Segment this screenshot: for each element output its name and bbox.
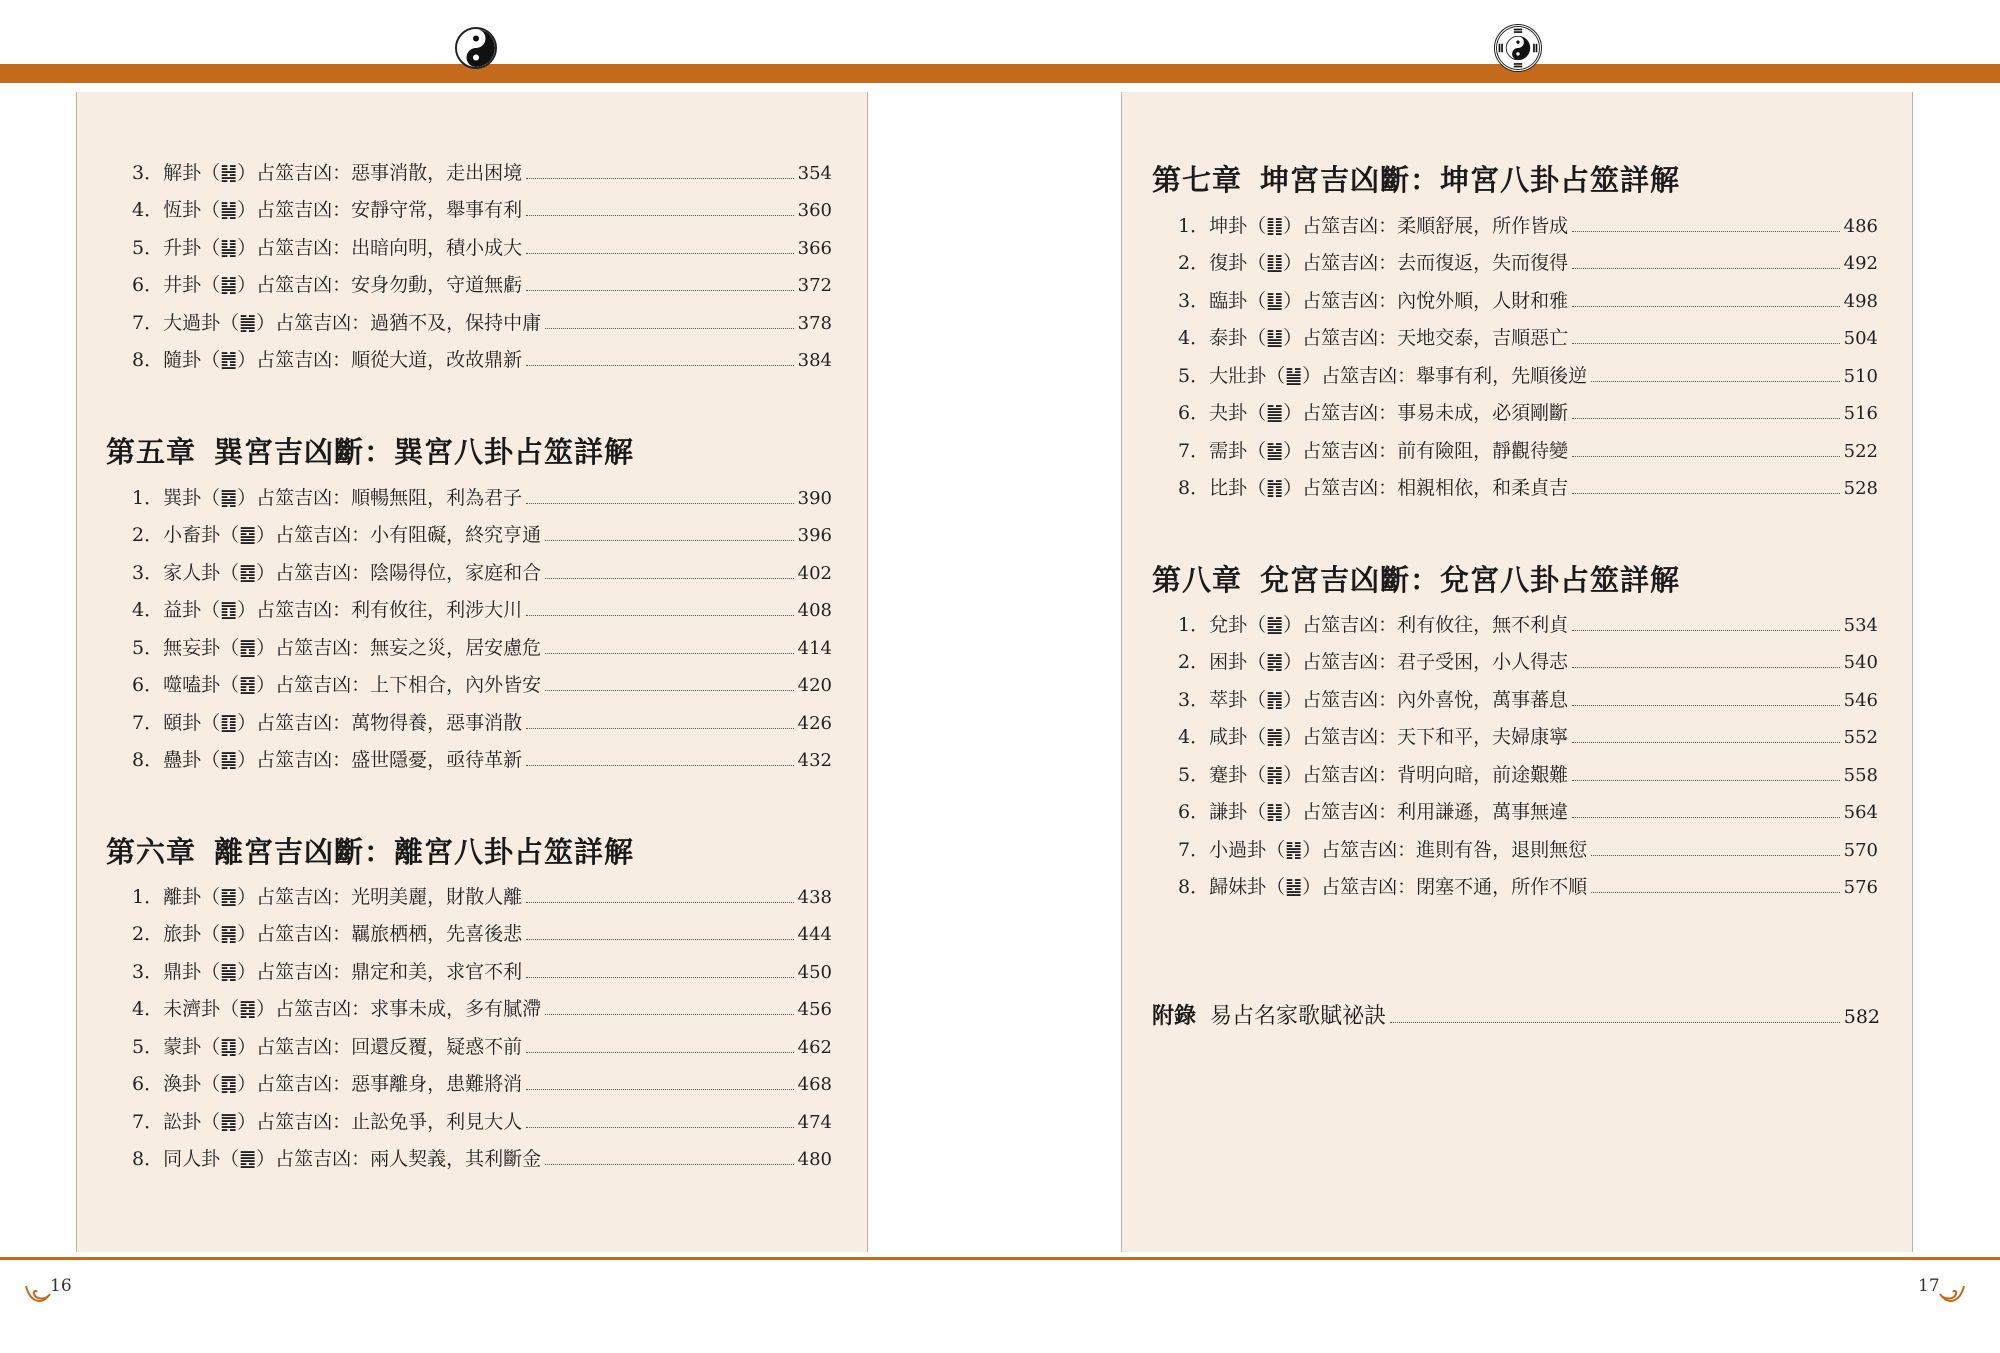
toc-entry: 7．頤卦（䷚）占筮吉凶：萬物得養，惡事消散 426 bbox=[132, 712, 832, 734]
toc-entry: 6．渙卦（䷺）占筮吉凶：惡事離身，患難將消 468 bbox=[132, 1073, 832, 1095]
toc-entry: 4．恆卦（䷟）占筮吉凶：安靜守常，舉事有利 360 bbox=[132, 199, 832, 221]
toc-entry: 6．噬嗑卦（䷔）占筮吉凶：上下相合，內外皆安 420 bbox=[132, 674, 832, 696]
chapter-title: 第五章 巽宮吉凶斷：巽宮八卦占筮詳解 bbox=[106, 435, 635, 469]
toc-entry: 8．蠱卦（䷑）占筮吉凶：盛世隱憂，亟待革新 432 bbox=[132, 749, 832, 771]
toc-entry: 5．大壯卦（䷡）占筮吉凶：舉事有利，先順後逆 510 bbox=[1178, 365, 1878, 387]
toc-entry: 3．鼎卦（䷱）占筮吉凶：鼎定和美，求官不利 450 bbox=[132, 961, 832, 983]
toc-entry: 4．益卦（䷩）占筮吉凶：利有攸往，利涉大川 408 bbox=[132, 599, 832, 621]
toc-entry: 2．困卦（䷮）占筮吉凶：君子受困，小人得志 540 bbox=[1178, 651, 1878, 673]
toc-entry: 4．泰卦（䷊）占筮吉凶：天地交泰，吉順惡亡 504 bbox=[1178, 327, 1878, 349]
toc-entry: 4．咸卦（䷞）占筮吉凶：天下和平，夫婦康寧 552 bbox=[1178, 726, 1878, 748]
toc-entry: 7．需卦（䷄）占筮吉凶：前有險阻，靜觀待變 522 bbox=[1178, 440, 1878, 462]
toc-entry: 2．旅卦（䷷）占筮吉凶：羈旅栖栖，先喜後悲 444 bbox=[132, 923, 832, 945]
toc-entry: 4．未濟卦（䷿）占筮吉凶：求事未成，多有膩滯 456 bbox=[132, 998, 832, 1020]
toc-entry: 8．隨卦（䷐）占筮吉凶：順從大道，改故鼎新 384 bbox=[132, 349, 832, 371]
page-number: 17 bbox=[1918, 1276, 1940, 1296]
footer-line bbox=[0, 1257, 2000, 1260]
toc-entry: 1．離卦（䷝）占筮吉凶：光明美麗，財散人離 438 bbox=[132, 886, 832, 908]
toc-entry: 1．兌卦（䷹）占筮吉凶：利有攸往，無不利貞 534 bbox=[1178, 614, 1878, 636]
header-bar bbox=[0, 64, 2000, 83]
toc-entry: 5．無妄卦（䷘）占筮吉凶：無妄之災，居安慮危 414 bbox=[132, 637, 832, 659]
appendix-entry: 附錄 易占名家歌賦祕訣 582 bbox=[1152, 1003, 1880, 1029]
toc-entry: 6．謙卦（䷎）占筮吉凶：利用謙遜，萬事無違 564 bbox=[1178, 801, 1878, 823]
toc-entry: 3．解卦（䷧）占筮吉凶：惡事消散，走出困境 354 bbox=[132, 162, 832, 184]
swirl-ornament-icon bbox=[1938, 1282, 1966, 1310]
toc-entry: 6．井卦（䷯）占筮吉凶：安身勿動，守道無虧 372 bbox=[132, 274, 832, 296]
toc-entry: 7．小過卦（䷽）占筮吉凶：進則有咎，退則無愆 570 bbox=[1178, 839, 1878, 861]
toc-entry: 8．同人卦（䷌）占筮吉凶：兩人契義，其利斷金 480 bbox=[132, 1148, 832, 1170]
toc-entry: 5．蹇卦（䷦）占筮吉凶：背明向暗，前途艱難 558 bbox=[1178, 764, 1878, 786]
toc-entry: 3．家人卦（䷤）占筮吉凶：陰陽得位，家庭和合 402 bbox=[132, 562, 832, 584]
toc-entry: 8．歸妹卦（䷵）占筮吉凶：閉塞不通，所作不順 576 bbox=[1178, 876, 1878, 898]
chapter-title: 第八章 兌宮吉凶斷：兌宮八卦占筮詳解 bbox=[1152, 563, 1681, 597]
chapter-title: 第六章 離宮吉凶斷：離宮八卦占筮詳解 bbox=[106, 835, 635, 869]
toc-entry: 5．升卦（䷭）占筮吉凶：出暗向明，積小成大 366 bbox=[132, 237, 832, 259]
toc-entry: 3．臨卦（䷒）占筮吉凶：內悅外順，人財和雅 498 bbox=[1178, 290, 1878, 312]
swirl-ornament-icon bbox=[24, 1282, 52, 1310]
chapter-title: 第七章 坤宮吉凶斷：坤宮八卦占筮詳解 bbox=[1152, 163, 1681, 197]
page-number: 16 bbox=[50, 1276, 72, 1296]
toc-entry: 7．大過卦（䷛）占筮吉凶：過猶不及，保持中庸 378 bbox=[132, 312, 832, 334]
toc-entry: 2．小畜卦（䷈）占筮吉凶：小有阻礙，終究亨通 396 bbox=[132, 524, 832, 546]
toc-entry: 1．坤卦（䷁）占筮吉凶：柔順舒展，所作皆成 486 bbox=[1178, 215, 1878, 237]
bagua-icon bbox=[1494, 24, 1542, 72]
toc-entry: 7．訟卦（䷅）占筮吉凶：止訟免爭，利見大人 474 bbox=[132, 1111, 832, 1133]
toc-entry: 2．復卦（䷗）占筮吉凶：去而復返，失而復得 492 bbox=[1178, 252, 1878, 274]
toc-entry: 5．蒙卦（䷃）占筮吉凶：回還反覆，疑惑不前 462 bbox=[132, 1036, 832, 1058]
toc-entry: 1．巽卦（䷸）占筮吉凶：順暢無阻，利為君子 390 bbox=[132, 487, 832, 509]
toc-entry: 6．夬卦（䷪）占筮吉凶：事易未成，必須剛斷 516 bbox=[1178, 402, 1878, 424]
toc-entry: 3．萃卦（䷬）占筮吉凶：內外喜悅，萬事蕃息 546 bbox=[1178, 689, 1878, 711]
yin-yang-icon bbox=[455, 27, 497, 69]
toc-entry: 8．比卦（䷇）占筮吉凶：相親相依，和柔貞吉 528 bbox=[1178, 477, 1878, 499]
